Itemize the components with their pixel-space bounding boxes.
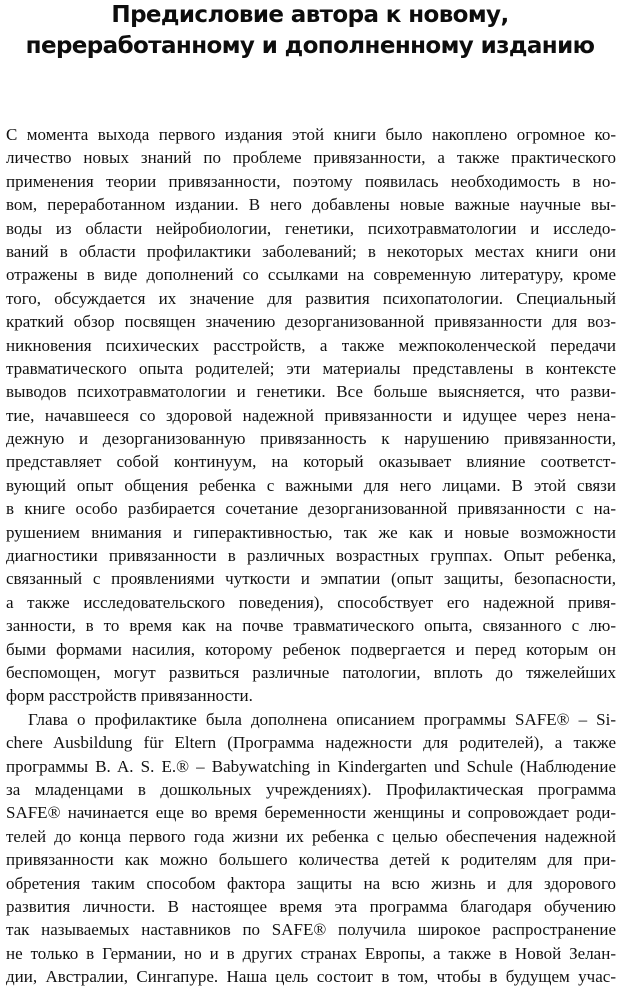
heading-line: Предисловие автора к новому, bbox=[111, 2, 509, 28]
text-line: диагностики привязанности в различных возрастных группах. Опыт ребенка, bbox=[6, 546, 616, 566]
text-line: представляет собой континуум, на который оказывает влияние соответст- bbox=[6, 452, 616, 472]
text-line: связанный с проявлениями чуткости и эмпатии (опыт защиты, безопасности, bbox=[6, 569, 616, 589]
chapter-heading bbox=[0, 0, 620, 62]
text-line: тие, начавшееся со здоровой надежной привязанности и идущее через ненa- bbox=[6, 405, 616, 425]
text-line: привязанности как можно большего количества детей к родителям для при- bbox=[6, 850, 616, 870]
text-line: беспомощен, могут развиться различные патологии, вплоть до тяжелейших bbox=[6, 662, 616, 682]
text-line: развития личности. В настоящее время эта программа благодаря обучению bbox=[6, 896, 616, 916]
text-line: воды из области нейробиологии, генетики, психотравматологии и исследо- bbox=[6, 218, 616, 238]
text-line: ваний в области профилактики заболеваний; в некоторых местах книги они bbox=[6, 241, 616, 261]
text-line: травматического опыта родителей; эти материалы представлены в контексте bbox=[6, 358, 616, 378]
text-line: а также исследовательского поведения), способствует его надежной привя- bbox=[6, 592, 616, 612]
text-line: применения теории привязанности, поэтому появилась необходимость в но- bbox=[6, 171, 616, 191]
text-line: того, обсуждается их значение для развития психопатологии. Специальный bbox=[6, 288, 616, 308]
text-line: быми формами насилия, которому ребенок подвергается и перед которым он bbox=[6, 639, 616, 659]
text-line: обретения таким способом фактора защиты на всю жизнь и для здорового bbox=[6, 873, 616, 893]
paragraph-1 bbox=[6, 123, 616, 708]
body-text bbox=[6, 123, 616, 988]
text-line: выводов психотравматологии и генетики. Все больше выясняется, что разви- bbox=[6, 382, 616, 402]
text-line: дии, Австралии, Сингапуре. Наша цель состоит в том, чтобы в будущем учас- bbox=[6, 967, 616, 987]
text-line: в книге особо разбирается сочетание дезорганизованной привязанности с на- bbox=[6, 499, 616, 519]
text-line: Глава о профилактике была дополнена описанием программы SAFE® – Si- bbox=[28, 709, 616, 729]
text-line: chere Ausbildung für Eltern (Программа надежности для родителей), а также bbox=[6, 733, 616, 753]
text-line: никновения психических расстройств, а также межпоколенческой передачи bbox=[6, 335, 616, 355]
text-line: программы B. A. S. E.® – Babywatching in Kindergarten und Schule (Наблюдение bbox=[6, 756, 616, 776]
text-line: так называемых наставников по SAFE® получила широкое распространение bbox=[6, 920, 616, 940]
text-line: телей до конца первого года жизни их ребенка с целью обеспечения надежной bbox=[6, 826, 616, 846]
text-line: SAFE® начинается еще во время беременности женщины и сопровождает роди- bbox=[6, 803, 616, 823]
text-line: рушением внимания и гиперактивностью, так же как и новые возможности bbox=[6, 522, 616, 542]
text-line: за младенцами в дошкольных учреждениях). Профилактическая программа bbox=[6, 779, 616, 799]
text-line: форм расстройств привязанности. bbox=[6, 686, 253, 706]
text-line: отражены в виде дополнений со ссылками на современную литературу, кроме bbox=[6, 265, 616, 285]
text-line: С момента выхода первого издания этой книги было накоплено огромное ко- bbox=[6, 125, 616, 144]
text-line: краткий обзор посвящен значению дезорганизованной привязанности для воз- bbox=[6, 312, 616, 332]
paragraph-2 bbox=[6, 708, 616, 988]
text-line: не только в Германии, но и в других странах Европы, а также в Новой Зелан- bbox=[6, 943, 616, 963]
heading-line: переработанному и дополненному изданию bbox=[25, 33, 595, 59]
text-line: занности, в то время как на почве травматического опыта, связанного с лю- bbox=[6, 616, 616, 636]
text-line: вующий опыт общения ребенка с важными для него лицами. В этой связи bbox=[6, 475, 616, 495]
text-line: дежную и дезорганизованную привязанность к нарушению привязанности, bbox=[6, 429, 616, 449]
text-line: личество новых знаний по проблеме привязанности, а также практического bbox=[6, 148, 616, 168]
text-line: вом, переработанном издании. В него добавлены новые важные научные вы- bbox=[6, 195, 616, 215]
